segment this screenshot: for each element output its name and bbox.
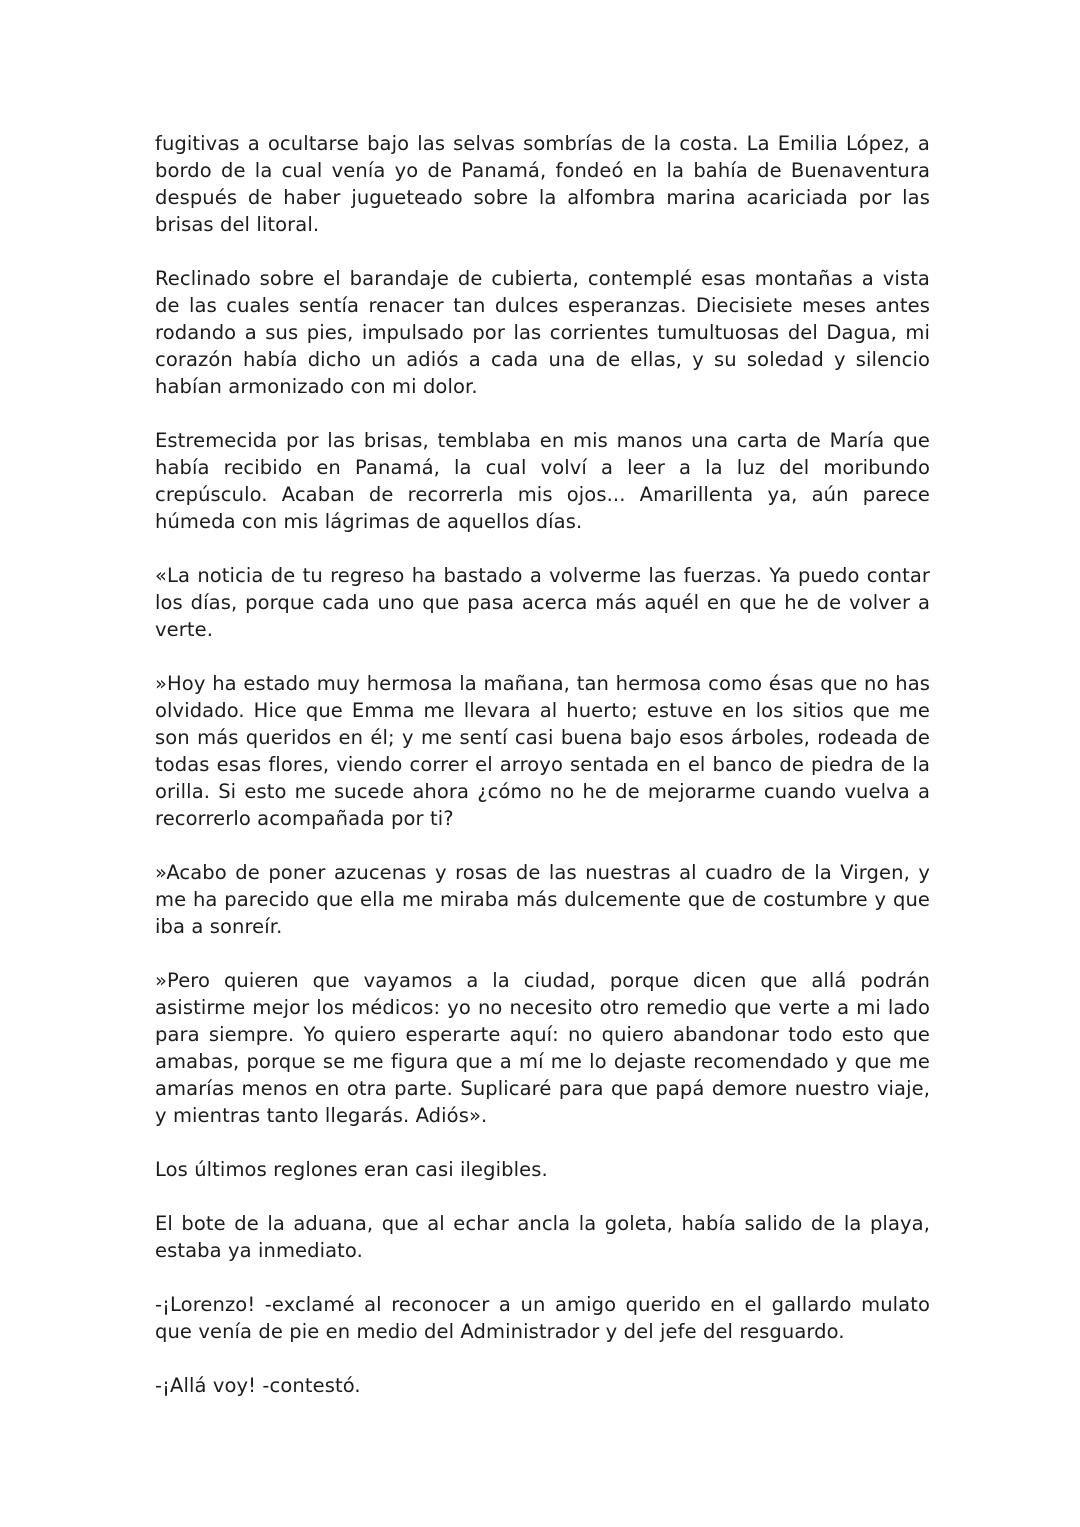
paragraph-3: Estremecida por las brisas, temblaba en mis manos una carta de María que había recibido en Panamá, la cual volví a leer a la luz del moribundo crepúsculo. Acaban de recorrerla mis ojos... Amarillenta ya, aún parece húmeda con mis lágrimas de aquellos días.: [155, 429, 930, 533]
paragraph-6-letter-continuation: »Acabo de poner azucenas y rosas de las nuestras al cuadro de la Virgen, y me ha parecido que ella me miraba más dulcemente que de costumbre y que iba a sonreír.: [155, 861, 930, 938]
paragraph-1: fugitivas a ocultarse bajo las selvas sombrías de la costa. La Emilia López, a bordo de la cual venía yo de Panamá, fondeó en la bahía de Buenaventura después de haber jugueteado sobre la alfombra marina acariciada por las brisas del litoral.: [155, 132, 930, 236]
paragraph-4-letter-opening: «La noticia de tu regreso ha bastado a volverme las fuerzas. Ya puedo contar los días, porque cada uno que pasa acerca más aquél en que he de volver a verte.: [155, 564, 930, 641]
paragraph-8: Los últimos reglones eran casi ilegibles.: [155, 1158, 548, 1181]
paragraph-10-dialogue: -¡Lorenzo! -exclamé al reconocer a un amigo querido en el gallardo mulato que venía de pie en medio del Administrador y del jefe del resguardo.: [155, 1293, 930, 1343]
paragraph-9: El bote de la aduana, que al echar ancla la goleta, había salido de la playa, estaba ya inmediato.: [155, 1212, 930, 1262]
paragraph-7-letter-closing: »Pero quieren que vayamos a la ciudad, porque dicen que allá podrán asistirme mejor los médicos: yo no necesito otro remedio que verte a mi lado para siempre. Yo quiero esperarte aquí: no quiero abandonar todo esto que amabas, porque se me figura que a mí me lo dejaste recomendado y que me amarías menos en otra parte. Suplicaré para que papá demore nuestro viaje, y mientras tanto llegarás. Adiós».: [155, 969, 930, 1127]
paragraph-2: Reclinado sobre el barandaje de cubierta, contemplé esas montañas a vista de las cuales sentía renacer tan dulces esperanzas. Diecisiete meses antes rodando a sus pies, impulsado por las corrientes tumultuosas del Dagua, mi corazón había dicho un adiós a cada una de ellas, y su soledad y silencio habían armonizado con mi dolor.: [155, 267, 930, 398]
paragraph-11-dialogue: -¡Allá voy! -contestó.: [155, 1374, 361, 1397]
paragraph-5-letter-continuation: »Hoy ha estado muy hermosa la mañana, tan hermosa como ésas que no has olvidado. Hice que Emma me llevara al huerto; estuve en los sitios que me son más queridos en él; y me sentí casi buena bajo esos árboles, rodeada de todas esas flores, viendo correr el arroyo sentada en el banco de piedra de la orilla. Si esto me sucede ahora ¿cómo no he de mejorarme cuando vuelva a recorrerlo acompañada por ti?: [155, 672, 930, 830]
